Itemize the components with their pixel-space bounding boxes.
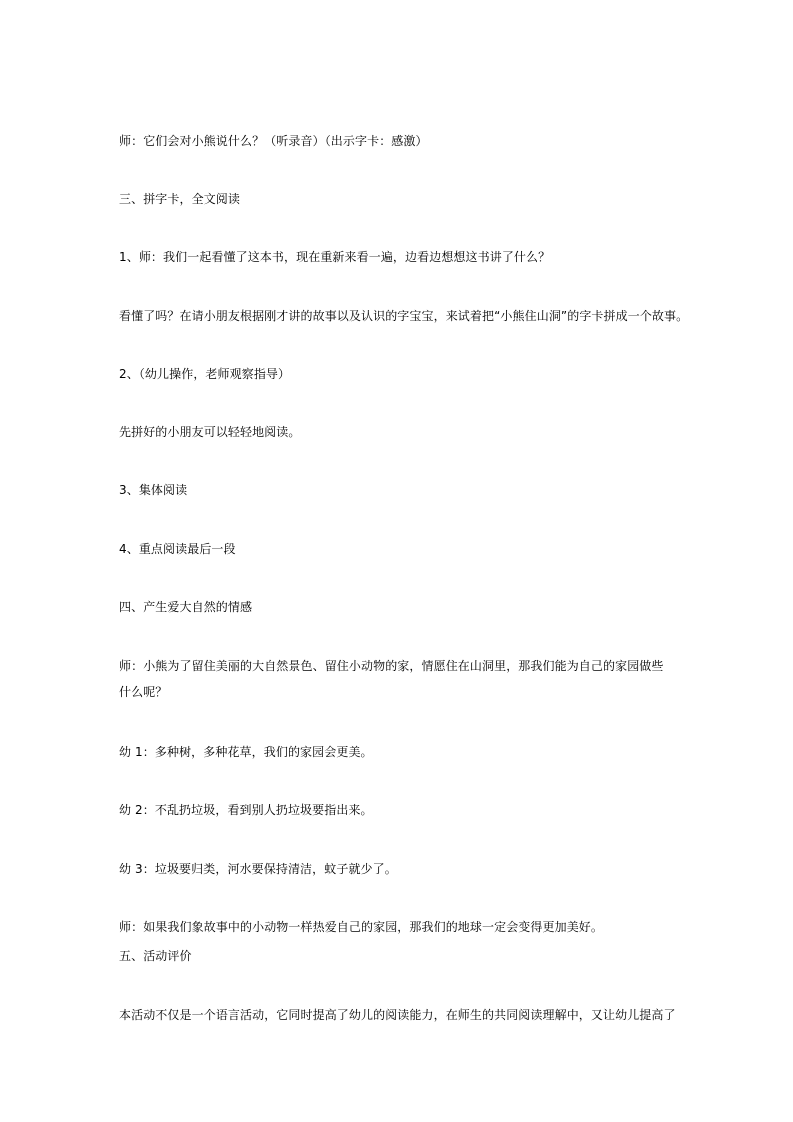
paragraph-child-2: 幼 2：不乱扔垃圾，看到别人扔垃圾要指出来。 (119, 803, 373, 817)
paragraph-teacher-conclusion: 师：如果我们象故事中的小动物一样热爱自己的家园，那我们的地球一定会变得更加美好。 (119, 920, 604, 934)
paragraph-teacher-discussion: 师：小熊为了留住美丽的大自然景色、留住小动物的家，情愿住在山洞里，那我们能为自己的家园做些什么呢？ (119, 659, 664, 699)
paragraph-step-2: 2、（幼儿操作，老师观察指导） (119, 367, 291, 381)
section-heading-3: 三、拼字卡，全文阅读 (119, 192, 241, 206)
section-heading-4: 四、产生爱大自然的情感 (119, 600, 253, 614)
paragraph-child-1: 幼 1：多种树，多种花草，我们的家园会更美。 (119, 745, 373, 759)
paragraph-read-quietly: 先拼好的小朋友可以轻轻地阅读。 (119, 425, 301, 439)
paragraph-evaluation: 本活动不仅是一个语言活动，它同时提高了幼儿的阅读能力，在师生的共同阅读理解中，又让幼儿提高了 (119, 1008, 676, 1022)
paragraph-step-1: 1、师：我们一起看懂了这本书，现在重新来看一遍，边看边想想这书讲了什么？ (119, 250, 551, 264)
paragraph-child-3: 幼 3：垃圾要归类，河水要保持清洁，蚊子就少了。 (119, 862, 397, 876)
section-heading-5: 五、活动评价 (119, 949, 192, 963)
paragraph-step-3: 3、集体阅读 (119, 483, 188, 497)
paragraph-understood: 看懂了吗？在请小朋友根据刚才讲的故事以及认识的字宝宝，来试着把“小熊住山洞”的字卡拼成一个故事。 (119, 309, 689, 323)
paragraph-step-4: 4、重点阅读最后一段 (119, 542, 236, 556)
paragraph-teacher-question: 师：它们会对小熊说什么？（听录音）（出示字卡：感激） (119, 134, 428, 148)
